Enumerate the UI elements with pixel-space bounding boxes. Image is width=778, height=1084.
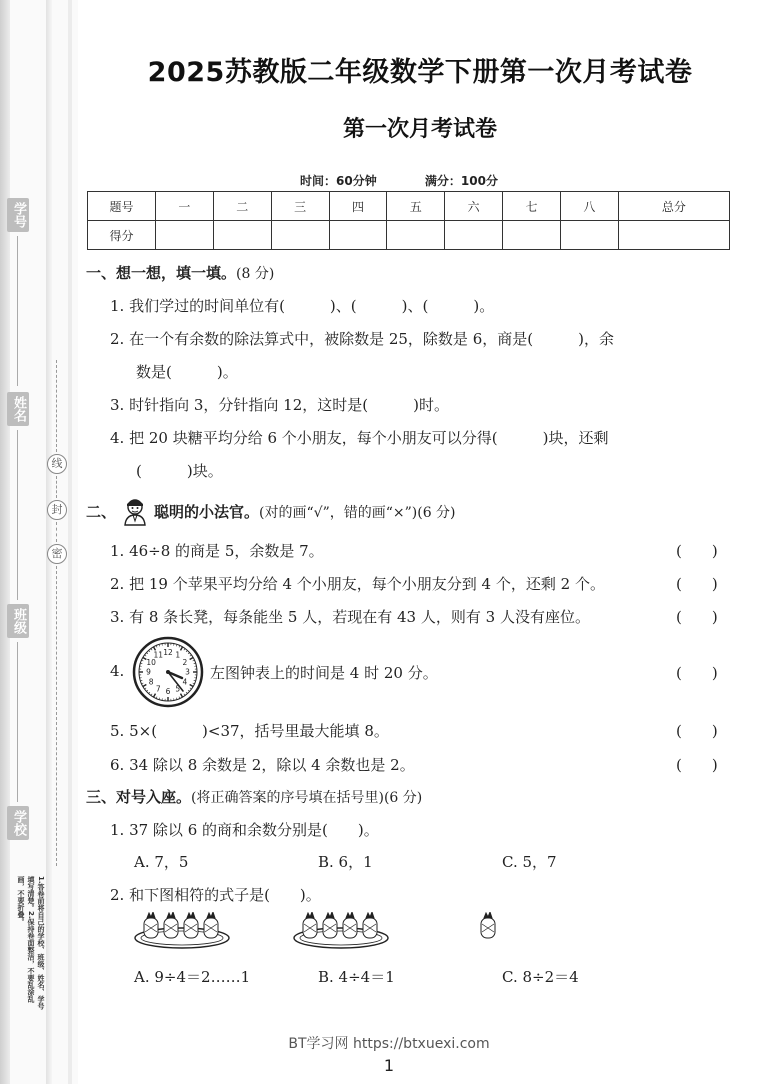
plate-of-pineapples [133, 912, 231, 954]
seal-dashed-line [56, 360, 57, 452]
binding-strip [0, 0, 78, 1084]
clock-numeral: 10 [146, 657, 156, 667]
score-input-cell[interactable] [503, 221, 561, 250]
option-b: B. 6，1 [318, 853, 373, 871]
answer-paren[interactable]: ( ) [676, 542, 718, 560]
fill-line [17, 236, 18, 386]
clock-numeral: 6 [165, 687, 171, 697]
table-row [88, 221, 730, 250]
score-table [87, 191, 730, 250]
question-2-6: 6. 34 除以 8 余数是 2，除以 4 余数也是 2。 [110, 756, 415, 774]
option-c: C. 8÷2＝4 [502, 968, 579, 986]
binding-label-name: 姓名 [7, 392, 29, 426]
option-c: C. 5，7 [502, 853, 557, 871]
page-subtitle: 第一次月考试卷 [342, 117, 497, 142]
question-1-2: 2. 在一个有余数的除法算式中，被除数是 25，除数是 6，商是( )，余 [110, 330, 614, 348]
clock-numeral: 5 [175, 684, 181, 694]
section-title: 聪明的小法官。 [154, 503, 260, 521]
judge-icon [120, 496, 150, 530]
binding-label-school: 学校 [7, 806, 29, 840]
section-title: 三、对号入座。 [86, 788, 192, 806]
question-2-4-number: 4. [110, 662, 125, 680]
section-title: 一、想一想，填一填。 [86, 264, 237, 282]
seal-dashed-line [56, 522, 57, 542]
footer-site-link[interactable]: BT学习网 https://btxuexi.com [288, 1036, 490, 1052]
clock-icon [132, 636, 204, 708]
clock-numeral: 7 [155, 684, 161, 694]
table-cell: 八 [560, 192, 618, 221]
clock-numeral: 11 [153, 650, 164, 660]
page-number: 1 [383, 1056, 395, 1075]
table-cell: 一 [156, 192, 214, 221]
binding-label-class: 班级 [7, 604, 29, 638]
score-input-cell[interactable] [445, 221, 503, 250]
question-1-4: 4. 把 20 块糖平均分给 6 个小朋友，每个小朋友可以分得( )块，还剩 [110, 429, 609, 447]
table-cell: 七 [503, 192, 561, 221]
answer-paren[interactable]: ( ) [676, 608, 718, 626]
exam-full-score: 满分：100分 [424, 174, 498, 188]
exam-notice: 1.答卷前将自己的学校、班级、姓名、学号填写清楚。2.保持卷面整洁，不要乱涂乱画，不要折叠。 [17, 876, 45, 1010]
question-2-3: 3. 有 8 条长凳，每条能坐 5 人，若现在有 43 人，则有 3 人没有座位。 [110, 608, 590, 626]
table-cell: 三 [271, 192, 329, 221]
question-2-1: 1. 46÷8 的商是 5，余数是 7。 [110, 542, 324, 560]
score-input-cell[interactable] [213, 221, 271, 250]
question-1-4-cont: ( )块。 [136, 462, 223, 480]
answer-paren[interactable]: ( ) [676, 756, 718, 774]
answer-paren[interactable]: ( ) [676, 575, 718, 593]
seal-mark: 线 [47, 454, 67, 474]
clock-numeral: 12 [163, 648, 173, 658]
question-2-5: 5. 5×( )<37，括号里最大能填 8。 [110, 722, 389, 740]
question-3-1: 1. 37 除以 6 的商和余数分别是( )。 [110, 821, 379, 839]
table-cell: 得分 [88, 221, 156, 250]
option-a: A. 9÷4＝2……1 [134, 968, 251, 986]
clock-numeral: 1 [175, 650, 181, 660]
score-input-cell[interactable] [329, 221, 387, 250]
table-cell: 五 [387, 192, 445, 221]
score-input-cell[interactable] [387, 221, 445, 250]
question-2-4: 左图钟表上的时间是 4 时 20 分。 [210, 664, 438, 682]
question-1-2-cont: 数是( )。 [136, 363, 238, 381]
section-2-heading [86, 496, 456, 530]
option-b: B. 4÷4＝1 [318, 968, 395, 986]
table-cell: 二 [213, 192, 271, 221]
fill-line [17, 642, 18, 802]
section-note: (8 分) [236, 266, 275, 282]
clock-numeral: 2 [182, 657, 188, 667]
question-1-3: 3. 时针指向 3，分针指向 12，这时是( )时。 [110, 396, 449, 414]
exam-time: 时间：60分钟 [300, 174, 377, 188]
answer-paren[interactable]: ( ) [676, 722, 718, 740]
score-input-cell[interactable] [560, 221, 618, 250]
clock-numeral: 8 [148, 677, 154, 687]
question-3-2: 2. 和下图相符的式子是( )。 [110, 886, 321, 904]
seal-dashed-line [56, 476, 57, 498]
table-cell: 题号 [88, 192, 156, 221]
question-1-1: 1. 我们学过的时间单位有( )、( )、( )。 [110, 297, 495, 315]
section-note: (将正确答案的序号填在括号里)(6 分) [191, 790, 423, 806]
seal-mark: 密 [47, 544, 67, 564]
score-input-cell[interactable] [618, 221, 729, 250]
single-pineapple-icon [476, 912, 500, 946]
question-2-2: 2. 把 19 个苹果平均分给 4 个小朋友，每个小朋友分到 4 个，还剩 2 个。 [110, 575, 605, 593]
table-cell: 四 [329, 192, 387, 221]
score-input-cell[interactable] [271, 221, 329, 250]
table-cell: 六 [445, 192, 503, 221]
clock-numeral: 3 [185, 667, 190, 677]
section-note: (对的画“√”，错的画“×”)(6 分) [259, 505, 456, 521]
section-1-heading [86, 262, 274, 283]
table-row [88, 192, 730, 221]
option-a: A. 7，5 [134, 853, 189, 871]
binding-label-student-id: 学号 [7, 198, 29, 232]
seal-dashed-line [56, 566, 57, 866]
table-cell: 总分 [618, 192, 729, 221]
section-prefix: 二、 [86, 503, 117, 521]
binding-edge [46, 0, 52, 1084]
binding-edge [68, 0, 72, 1084]
page-title: 2025苏教版二年级数学下册第一次月考试卷 [147, 57, 693, 88]
fill-line [17, 430, 18, 600]
clock-numeral: 9 [146, 667, 151, 677]
section-3-heading [86, 786, 422, 807]
seal-mark: 封 [47, 500, 67, 520]
plate-of-pineapples [292, 912, 390, 954]
clock-numeral: 4 [182, 677, 188, 687]
answer-paren[interactable]: ( ) [676, 664, 718, 682]
score-input-cell[interactable] [156, 221, 214, 250]
exam-info [300, 172, 600, 189]
